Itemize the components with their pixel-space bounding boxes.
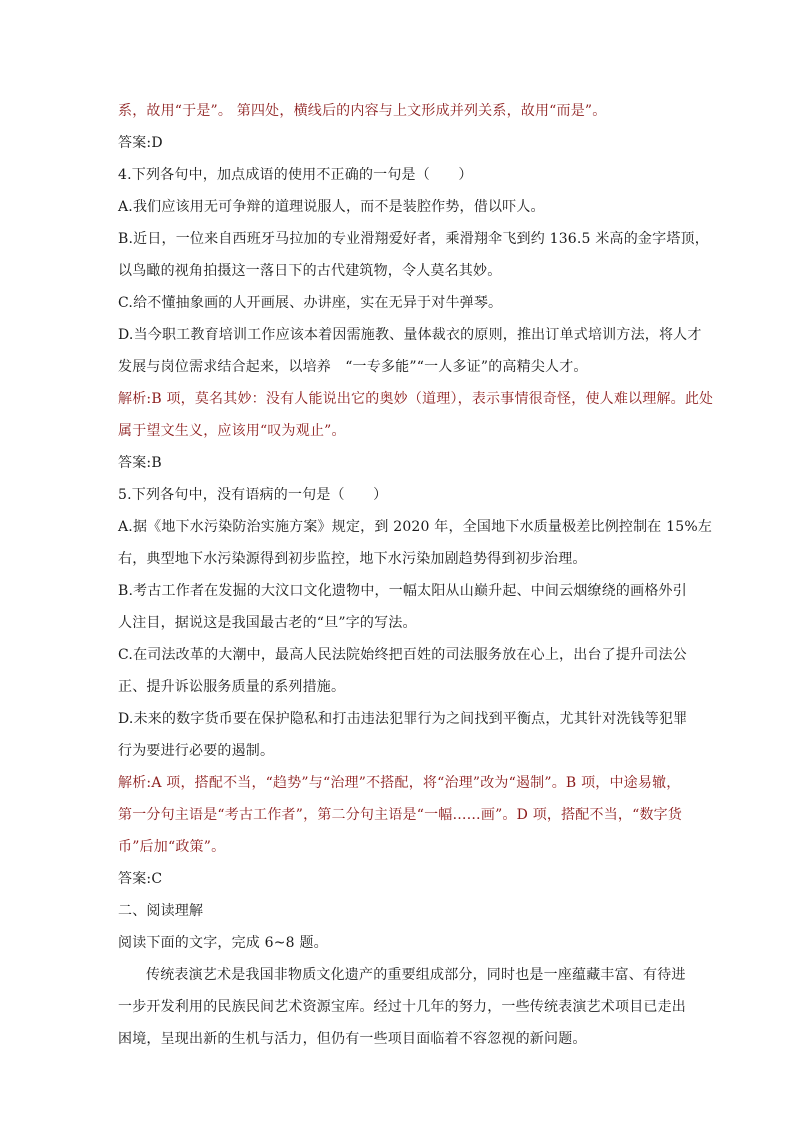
analysis-line-cont: 第一分句主语是“考古工作者”，第二分句主语是“一幅……画”。D 项，搭配不当，“数字货 [118, 807, 683, 823]
analysis-line: 解析:A 项，搭配不当，“趋势”与“治理”不搭配，将“治理”改为“遏制”。B 项，中途易辙， [118, 775, 681, 791]
option-b: B.近日，一位来自西班牙马拉加的专业滑翔爱好者，乘滑翔伞飞到约 136.5 米高的金字塔顶， [118, 231, 709, 247]
answer-line: 答案:D [118, 135, 163, 151]
option-a: A.我们应该用无可争辩的道理说服人，而不是装腔作势，借以吓人。 [118, 199, 545, 215]
passage-line: 一步开发利用的民族民间艺术资源宝库。经过十几年的努力，一些传统表演艺术项目已走出 [118, 999, 686, 1015]
option-a-cont: 右，典型地下水污染源得到初步监控，地下水污染加剧趋势得到初步治理。 [118, 551, 587, 567]
section-heading: 二、阅读理解 [118, 903, 204, 919]
question-title: 5.下列各句中，没有语病的一句是（ ） [118, 487, 388, 503]
option-c-cont: 正、提升诉讼服务质量的系列措施。 [118, 679, 346, 695]
option-b: B.考古工作者在发掘的大汶口文化遗物中，一幅太阳从山巅升起、中间云烟缭绕的画格外引 [118, 583, 687, 599]
answer-line: 答案:C [118, 871, 163, 887]
option-d-cont: 发展与岗位需求结合起来，以培养 “一专多能”“一人多证”的高精尖人才。 [118, 359, 588, 375]
analysis-line: 系，故用“于是”。 第四处，横线后的内容与上文形成并列关系，故用“而是”。 [118, 103, 607, 119]
passage-line: 困境，呈现出新的生机与活力，但仍有一些项目面临着不容忽视的新问题。 [118, 1031, 587, 1047]
question-title: 4.下列各句中，加点成语的使用不正确的一句是（ ） [118, 167, 473, 183]
reading-instruction: 阅读下面的文字，完成 6~8 题。 [118, 935, 328, 951]
option-d: D.当今职工教育培训工作应该本着因需施教、量体裁衣的原则，推出订单式培训方法，将人才 [118, 327, 702, 343]
answer-line: 答案:B [118, 455, 162, 471]
option-b-cont: 以鸟瞰的视角拍摄这一落日下的古代建筑物，令人莫名其妙。 [118, 263, 502, 279]
analysis-line-cont: 币”后加“政策”。 [118, 839, 226, 855]
option-c: C.给不懂抽象画的人开画展、办讲座，实在无异于对牛弹琴。 [118, 295, 503, 311]
option-d: D.未来的数字货币要在保护隐私和打击违法犯罪行为之间找到平衡点，尤其针对洗钱等犯罪 [118, 711, 688, 727]
option-b-cont: 人注目，据说这是我国最古老的“旦”字的写法。 [118, 615, 417, 631]
analysis-line-cont: 属于望文生义，应该用“叹为观止”。 [118, 423, 346, 439]
option-a: A.据《地下水污染防治实施方案》规定，到 2020 年，全国地下水质量极差比例控制在 15%左 [118, 519, 713, 535]
option-c: C.在司法改革的大潮中，最高人民法院始终把百姓的司法服务放在心上，出台了提升司法公 [118, 647, 687, 663]
analysis-line: 解析:B 项，莫名其妙：没有人能说出它的奥妙（道理），表示事情很奇怪，使人难以理解。此处 [118, 391, 714, 407]
passage-line: 传统表演艺术是我国非物质文化遗产的重要组成部分，同时也是一座蕴藏丰富、有待进 [146, 967, 686, 983]
option-d-cont: 行为要进行必要的遏制。 [118, 743, 275, 759]
